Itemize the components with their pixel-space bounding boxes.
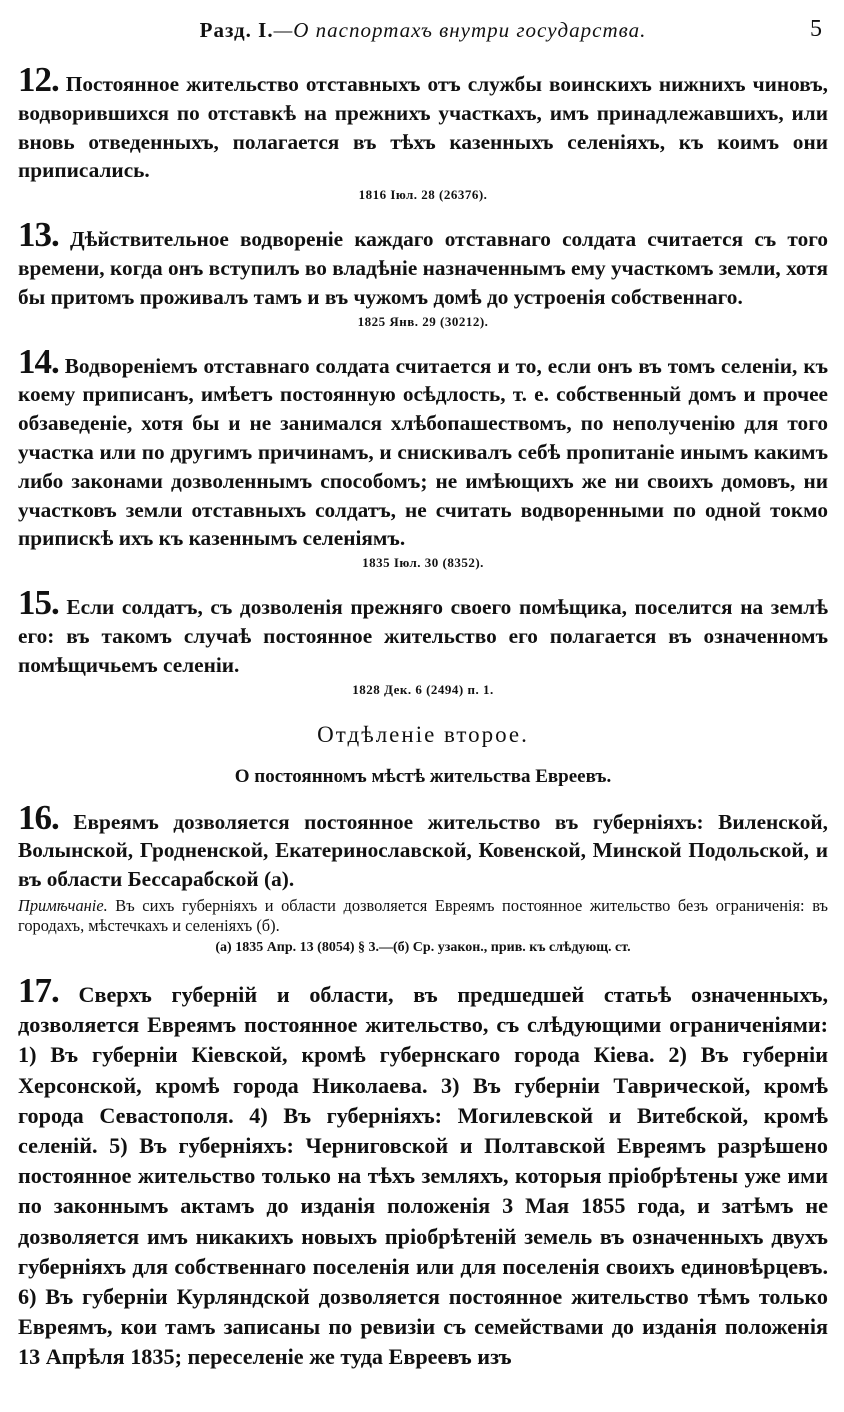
running-title: —О паспортахъ внутри государства. xyxy=(273,18,647,42)
article-body: Постоянное жительство отставныхъ отъ службы воинскихъ нижнихъ чиновъ, водворившихся по отставкѣ на прежнихъ участкахъ, имъ принадлежавшихъ, или вновь отведенныхъ, полагается въ тѣхъ казенныхъ селеніяхъ, къ коимъ они приписались. xyxy=(18,72,829,183)
article-citation: 1825 Янв. 29 (30212). xyxy=(357,313,489,329)
article-text xyxy=(18,341,829,554)
article-note xyxy=(18,896,828,936)
page-header xyxy=(18,14,828,44)
article-12 xyxy=(18,60,829,203)
article-17 xyxy=(18,970,828,1373)
section-title: Отдѣленіе второе. xyxy=(317,721,529,747)
section-label: Разд. I. xyxy=(199,18,274,42)
page-number: 5 xyxy=(810,16,822,42)
article-15 xyxy=(18,583,829,697)
note-label: Примѣчаніе. xyxy=(18,895,108,915)
article-body: Дѣйствительное водвореніе каждаго отставнаго солдата считается съ того времени, когда онъ вступилъ во владѣніе назначеннымъ ему участкомъ земли, хотя бы притомъ проживалъ тамъ и въ чужомъ домѣ до устроенія собственнаго. xyxy=(18,227,829,309)
article-number: 12. xyxy=(18,60,59,99)
article-16 xyxy=(18,797,828,956)
article-body: Сверхъ губерній и области, въ предшедшей статьѣ означенныхъ, дозволяется Евреямъ постоянное жительство, съ слѣдующими ограниченіями: 1) Въ губерніи Кіевской, кромѣ губернскаго города Кіева. 2) Въ губерніи Херсонской, кромѣ города Николаева. 3) Въ губерніи Таврической, кромѣ города Севастополя. 4) Въ губерніяхъ: Могилевской и Витебской, кромѣ селеній. 5) Въ губерніяхъ: Черниговской и Полтавской Евреямъ разрѣшено постоянное жительство только на тѣхъ земляхъ, которыя пріобрѣтены уже ими по законнымъ актамъ до изданія положенія 3 Мая 1855 года, и затѣмъ не дозволяется имъ никакихъ новыхъ пріобрѣтеній земель въ означенныхъ двухъ губерніяхъ для собственнаго поселенія или для поселенія своихъ единовѣрцевъ. 6) Въ губерніи Курляндской дозволяется постоянное жительство тѣмъ только Евреямъ, кои тамъ записаны по ревизіи съ семействами до изданія положенія 13 Апрѣля 1835; переселеніе же туда Евреевъ изъ xyxy=(18,981,828,1370)
article-text xyxy=(18,970,828,1373)
article-body: Водвореніемъ отставнаго солдата считается и то, если онъ въ томъ селеніи, къ коему приписанъ, имѣетъ постоянную осѣдлость, т. е. собственный домъ и прочее обзаведеніе, хотя бы и не занимался хлѣбопашествомъ, по неполученію для того участка или по другимъ причинамъ, и снискивалъ себѣ пропитаніе инымъ какимъ либо законами дозволеннымъ способомъ; не имѣющихъ же ни своихъ домовъ, ни участковъ земли отставныхъ солдатъ, не считать водворенными по одной токмо припискѣ ихъ къ казеннымъ селеніямъ. xyxy=(18,353,829,551)
article-text xyxy=(18,797,828,894)
article-number: 17. xyxy=(18,970,59,1010)
article-body: Если солдатъ, съ дозволенія прежняго своего помѣщика, поселится на землѣ его: въ такомъ случаѣ постоянное жительство его полагается въ означенномъ помѣщичьемъ селеніи. xyxy=(18,595,829,677)
running-head xyxy=(18,18,828,43)
article-citation: 1816 Іюл. 28 (26376). xyxy=(358,187,488,203)
article-text xyxy=(18,60,829,185)
note-citation: (а) 1835 Апр. 13 (8054) § 3.—(б) Ср. узакон., прив. къ слѣдующ. ст. xyxy=(215,939,631,955)
article-citation: 1828 Дек. 6 (2494) п. 1. xyxy=(352,681,494,697)
article-13 xyxy=(18,215,829,329)
note-text: Въ сихъ губерніяхъ и области дозволяется Евреямъ постоянное жительство безъ ограниченія: въ городахъ, мѣстечкахъ и селеніяхъ (б). xyxy=(18,895,828,935)
article-number: 15. xyxy=(18,583,59,623)
article-14 xyxy=(18,341,829,572)
article-number: 13. xyxy=(18,215,59,255)
article-text xyxy=(18,215,829,311)
article-citation: 1835 Іюл. 30 (8352). xyxy=(362,555,484,571)
section-subtitle: О постоянномъ мѣстѣ жительства Евреевъ. xyxy=(234,765,612,787)
article-number: 16. xyxy=(18,797,59,837)
article-text xyxy=(18,583,829,679)
article-body: Евреямъ дозволяется постоянное жительство въ губерніяхъ: Виленской, Волынской, Гродненской, Екатеринославской, Ковенской, Минской Подольской, и въ области Бессарабской (а). xyxy=(18,809,828,892)
article-number: 14. xyxy=(18,341,59,381)
